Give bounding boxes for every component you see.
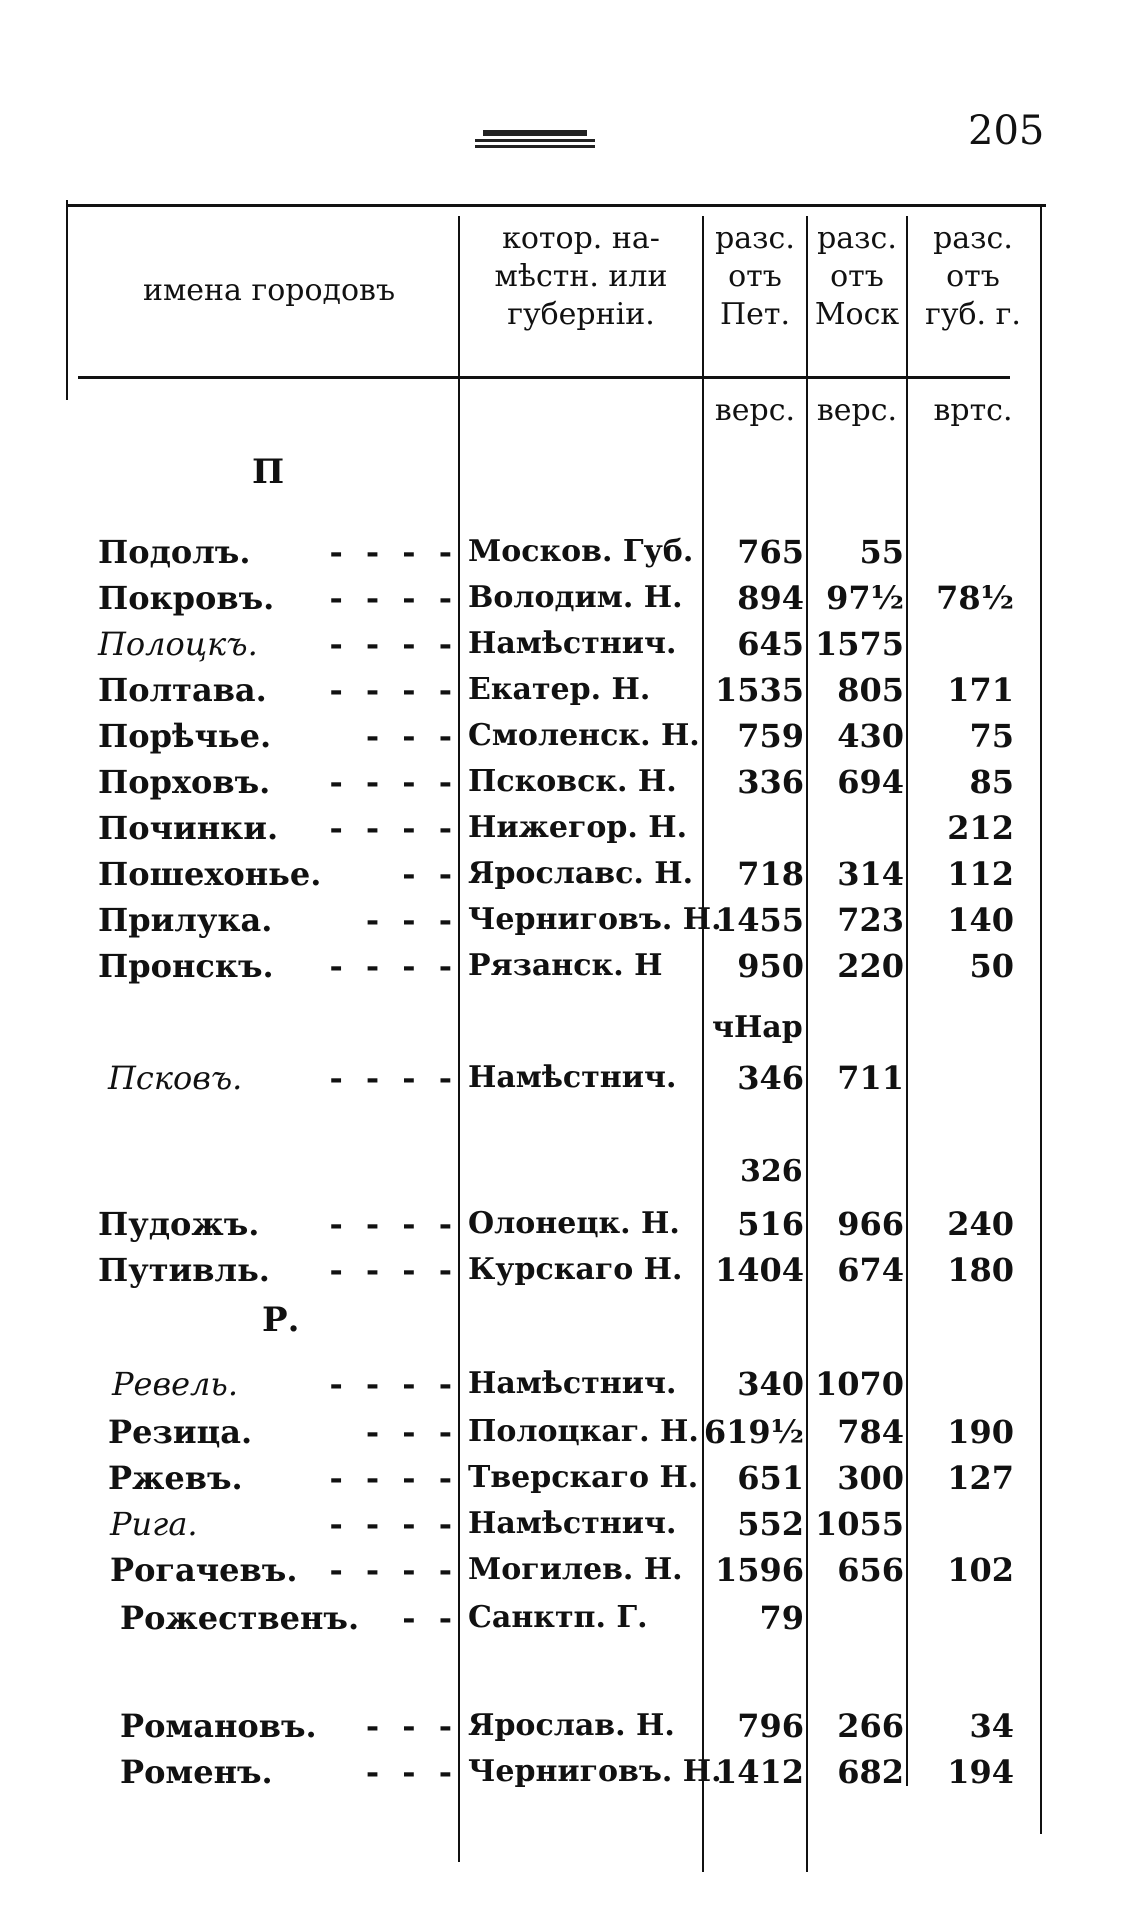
dist-petersburg: 340 <box>737 1365 804 1403</box>
leader-dashes: - - - - <box>329 625 458 663</box>
dist-petersburg: 619½ <box>703 1413 804 1451</box>
dist-moscow: 682 <box>837 1753 904 1791</box>
dist-gub: 75 <box>969 717 1014 755</box>
dist-petersburg: 645 <box>737 625 804 663</box>
leader-dashes: - - - - <box>329 1459 458 1497</box>
leader-dashes: - - - - <box>329 1505 458 1543</box>
dist-moscow: 55 <box>859 533 904 571</box>
dist-moscow: 300 <box>837 1459 904 1497</box>
leader-dashes: - - - - <box>329 671 458 709</box>
leader-dashes: - - - - <box>329 809 458 847</box>
dist-moscow: 723 <box>837 901 904 939</box>
city-name: Полоцкъ. <box>98 625 258 663</box>
table-row <box>0 1410 1140 1454</box>
city-name: Полтава. <box>98 671 267 709</box>
table-row <box>0 1502 1140 1546</box>
header-ornament <box>475 128 595 150</box>
dist-moscow: 694 <box>837 763 904 801</box>
dist-petersburg: 346 <box>737 1059 804 1097</box>
unit-mosk: верс. <box>816 393 898 428</box>
dist-petersburg: 79 <box>759 1599 804 1637</box>
city-name: Романовъ. <box>120 1707 317 1745</box>
leader-dashes: - - - <box>365 717 458 755</box>
table-row <box>0 714 1140 758</box>
city-name: Ревель. <box>112 1365 238 1403</box>
dist-gub: 50 <box>969 947 1014 985</box>
header-col-pet-2: отъ <box>728 259 782 294</box>
dist-moscow: 266 <box>837 1707 904 1745</box>
province: Курскаго Н. <box>468 1252 683 1287</box>
city-name: Покровъ. <box>98 579 275 617</box>
leader-dashes: - - - - <box>329 1551 458 1589</box>
leader-dashes: - - <box>402 1599 458 1637</box>
province: Могилев. Н. <box>468 1552 683 1587</box>
table-row <box>0 1056 1140 1100</box>
dist-moscow: 784 <box>837 1413 904 1451</box>
province: Полоцкаг. Н. <box>468 1414 699 1449</box>
dist-moscow: 220 <box>837 947 904 985</box>
table-row <box>0 1704 1140 1748</box>
province: Москов. Губ. <box>468 534 694 569</box>
dist-petersburg: 718 <box>737 855 804 893</box>
dist-moscow: 711 <box>837 1059 904 1097</box>
dist-petersburg: 765 <box>737 533 804 571</box>
leader-dashes: - - - <box>365 901 458 939</box>
leader-dashes: - - - <box>365 1707 458 1745</box>
dist-gub: 34 <box>969 1707 1014 1745</box>
dist-gub: 102 <box>947 1551 1014 1589</box>
dist-petersburg: 1404 <box>714 1251 804 1289</box>
table-left-border <box>66 200 68 400</box>
city-name: Резица. <box>108 1413 253 1451</box>
table-row <box>0 1750 1140 1794</box>
leader-dashes: - - - - <box>329 763 458 801</box>
pudozh-note: 326 <box>740 1154 803 1189</box>
header-col-province-1: котор. на- <box>502 221 660 256</box>
dist-gub: 112 <box>947 855 1014 893</box>
dist-petersburg: 651 <box>737 1459 804 1497</box>
leader-dashes: - - - - <box>329 1205 458 1243</box>
city-name: Подолъ. <box>98 533 251 571</box>
leader-dashes: - - - <box>365 1413 458 1451</box>
dist-petersburg: 950 <box>737 947 804 985</box>
dist-gub: 85 <box>969 763 1014 801</box>
dist-petersburg: 796 <box>737 1707 804 1745</box>
leader-dashes: - - - - <box>329 1365 458 1403</box>
province: Нижегор. Н. <box>468 810 688 845</box>
header-col-province-2: мѣстн. или <box>494 259 668 294</box>
page-number: 205 <box>968 108 1045 154</box>
table-header-rule <box>78 376 1010 379</box>
header-col-gub-1: разс. <box>933 221 1013 256</box>
dist-gub: 180 <box>947 1251 1014 1289</box>
dist-moscow: 1055 <box>814 1505 904 1543</box>
header-col-pet-3: Пет. <box>719 297 791 332</box>
province: Намѣстнич. <box>468 626 677 661</box>
dist-petersburg: 759 <box>737 717 804 755</box>
dist-moscow: 1070 <box>814 1365 904 1403</box>
table-row <box>0 760 1140 804</box>
pskov-note: чНар <box>712 1010 803 1045</box>
city-name: Порѣчье. <box>98 717 272 755</box>
dist-moscow: 656 <box>837 1551 904 1589</box>
table-row <box>0 1548 1140 1592</box>
unit-pet: верс. <box>714 393 796 428</box>
header-col-gub-2: отъ <box>946 259 1000 294</box>
city-name: Пудожъ. <box>98 1205 260 1243</box>
province: Намѣстнич. <box>468 1506 677 1541</box>
table-row <box>0 944 1140 988</box>
province: Ярослав. Н. <box>468 1708 675 1743</box>
dist-moscow: 966 <box>837 1205 904 1243</box>
dist-gub: 127 <box>947 1459 1014 1497</box>
table-row <box>0 1456 1140 1500</box>
city-name: Рогачевъ. <box>110 1551 298 1589</box>
unit-gub: вртс. <box>933 393 1013 428</box>
dist-petersburg: 1455 <box>714 901 804 939</box>
header-col-gub-3: губ. г. <box>925 297 1021 332</box>
province: Тверскаго Н. <box>468 1460 699 1495</box>
city-name: Прилука. <box>98 901 273 939</box>
province: Черниговъ. Н. <box>468 902 722 937</box>
province: Санктп. Г. <box>468 1600 648 1635</box>
dist-petersburg: 1535 <box>714 671 804 709</box>
dist-moscow: 430 <box>837 717 904 755</box>
city-name: Ржевъ. <box>108 1459 243 1497</box>
leader-dashes: - - - - <box>329 1251 458 1289</box>
table-row <box>0 1248 1140 1292</box>
dist-petersburg: 894 <box>737 579 804 617</box>
leader-dashes: - - - - <box>329 1059 458 1097</box>
table-row <box>0 806 1140 850</box>
city-name: Пошехонье. <box>98 855 322 893</box>
dist-gub: 140 <box>947 901 1014 939</box>
section-letter-r: Р. <box>262 1300 300 1340</box>
table-row <box>0 852 1140 896</box>
table-row <box>0 530 1140 574</box>
city-name: Рожественъ. <box>120 1599 360 1637</box>
table-row <box>0 1202 1140 1246</box>
dist-gub: 212 <box>947 809 1014 847</box>
dist-moscow: 674 <box>837 1251 904 1289</box>
table-row <box>0 898 1140 942</box>
table-row <box>0 576 1140 620</box>
city-name: Роменъ. <box>120 1753 273 1791</box>
dist-moscow: 97½ <box>826 579 904 617</box>
province: Смоленск. Н. <box>468 718 700 753</box>
dist-petersburg: 516 <box>737 1205 804 1243</box>
province: Ярославс. Н. <box>468 856 694 891</box>
city-name: Рига. <box>110 1505 198 1543</box>
province: Псковск. Н. <box>468 764 677 799</box>
table-row <box>0 668 1140 712</box>
province: Рязанск. Н <box>468 948 663 983</box>
leader-dashes: - - <box>402 855 458 893</box>
header-col-mosk-3: Моск <box>814 297 900 332</box>
dist-gub: 171 <box>947 671 1014 709</box>
dist-moscow: 805 <box>837 671 904 709</box>
leader-dashes: - - - - <box>329 533 458 571</box>
province: Намѣстнич. <box>468 1060 677 1095</box>
city-name: Псковъ. <box>108 1059 243 1097</box>
dist-moscow: 314 <box>837 855 904 893</box>
dist-gub: 240 <box>947 1205 1014 1243</box>
leader-dashes: - - - - <box>329 579 458 617</box>
table-row <box>0 1596 1140 1640</box>
dist-petersburg: 336 <box>737 763 804 801</box>
header-col-province-3: губерніи. <box>507 297 655 332</box>
dist-gub: 78½ <box>936 579 1014 617</box>
dist-petersburg: 1412 <box>714 1753 804 1791</box>
header-col-names: имена городовъ <box>142 273 396 308</box>
city-name: Путивль. <box>98 1251 270 1289</box>
table-top-rule <box>66 204 1046 207</box>
province: Олонецк. Н. <box>468 1206 680 1241</box>
table-row <box>0 622 1140 666</box>
province: Намѣстнич. <box>468 1366 677 1401</box>
city-name: Порховъ. <box>98 763 271 801</box>
section-letter-p: П <box>252 452 285 492</box>
dist-petersburg: 1596 <box>714 1551 804 1589</box>
province: Екатер. Н. <box>468 672 651 707</box>
table-row <box>0 1362 1140 1406</box>
city-name: Пронскъ. <box>98 947 274 985</box>
header-col-pet-1: разс. <box>715 221 795 256</box>
header-col-mosk-2: отъ <box>830 259 884 294</box>
dist-gub: 190 <box>947 1413 1014 1451</box>
leader-dashes: - - - <box>365 1753 458 1791</box>
dist-moscow: 1575 <box>814 625 904 663</box>
province: Черниговъ. Н. <box>468 1754 722 1789</box>
city-name: Починки. <box>98 809 279 847</box>
dist-petersburg: 552 <box>737 1505 804 1543</box>
header-col-mosk-1: разс. <box>817 221 897 256</box>
province: Володим. Н. <box>468 580 683 615</box>
leader-dashes: - - - - <box>329 947 458 985</box>
dist-gub: 194 <box>947 1753 1014 1791</box>
